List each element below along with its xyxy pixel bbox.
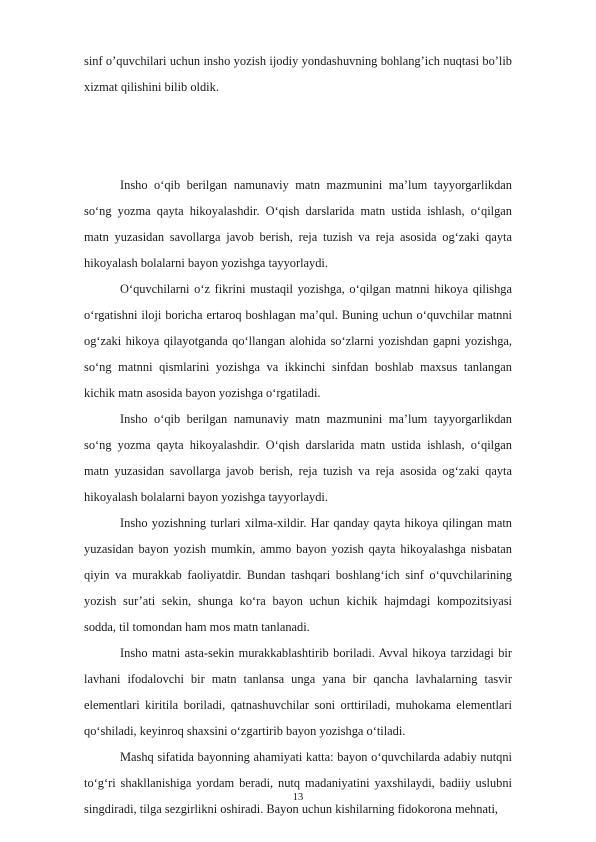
- paragraph: Insho matni asta-sekin murakkablashtirib boriladi. Avval hikoya tarzidagi bir lavhani ifodalovchi bir matn tanlansa unga yana bir qancha lavhalarning tasvir elementlari kiritila boriladi, qatnashuvchilar soni orttiriladi, muhokama elementlari qo‘shiladi, keyinroq shaxsini o‘zgartirib bayon yozishga o‘tiladi.: [84, 646, 512, 738]
- page-number: 13: [292, 792, 304, 803]
- paragraph: Insho o‘qib berilgan namunaviy matn mazmunini ma’lum tayyorgarlikdan so‘ng yozma qayta hikoyalashdir. O‘qish darslarida matn ustida ishlash, o‘qilgan matn yuzasidan savollarga javob berish, reja tuzish va reja asosida og‘zaki qayta hikoyalash bolalarni bayon yozishga tayyorlaydi.: [84, 412, 512, 504]
- body-text: [84, 172, 512, 822]
- paragraph-continued: sinf o’quvchilari uchun insho yozish ijodiy yondashuvning bohlang’ich nuqtasi bo’lib xizmat qilishini bilib oldik.: [84, 54, 512, 94]
- paragraph: Mashq sifatida bayonning ahamiyati katta: bayon o‘quvchilarda adabiy nutqni to‘g‘ri shakllanishiga yordam beradi, nutq madaniyatini yaxshilaydi, badiiy uslubni singdiradi, tilga sezgirlikni oshiradi. Bayon uchun kishilarning fidokorona mehnati,: [84, 750, 512, 816]
- paragraph: Insho yozishning turlari xilma-xildir. Har qanday qayta hikoya qilingan matn yuzasidan bayon yozish mumkin, ammo bayon yozish qayta hikoyalashga nisbatan qiyin va murakkab faoliyatdir. Bundan tashqari boshlang‘ich sinf o‘quvchilarining yozish sur’ati sekin, shunga ko‘ra bayon uchun kichik hajmdagi kompozitsiyasi sodda, til tomondan ham mos matn tanlanadi.: [84, 516, 512, 634]
- paragraph: O‘quvchilarni o‘z fikrini mustaqil yozishga, o‘qilgan matnni hikoya qilishga o‘rgatishni iloji boricha ertaroq boshlagan ma’qul. Buning uchun o‘quvchilar matnni og‘zaki hikoya qilayotganda qo‘llangan alohida so‘zlarni yozishdan gapni yozishga, so‘ng matnni qismlarini yozishga va ikkinchi sinfdan boshlab maxsus tanlangan kichik matn asosida bayon yozishga o‘rgatiladi.: [84, 282, 512, 400]
- paragraph: Insho o‘qib berilgan namunaviy matn mazmunini ma’lum tayyorgarlikdan so‘ng yozma qayta hikoyalashdir. O‘qish darslarida matn ustida ishlash, o‘qilgan matn yuzasidan savollarga javob berish, reja tuzish va reja asosida og‘zaki qayta hikoyalash bolalarni bayon yozishga tayyorlaydi.: [84, 178, 512, 270]
